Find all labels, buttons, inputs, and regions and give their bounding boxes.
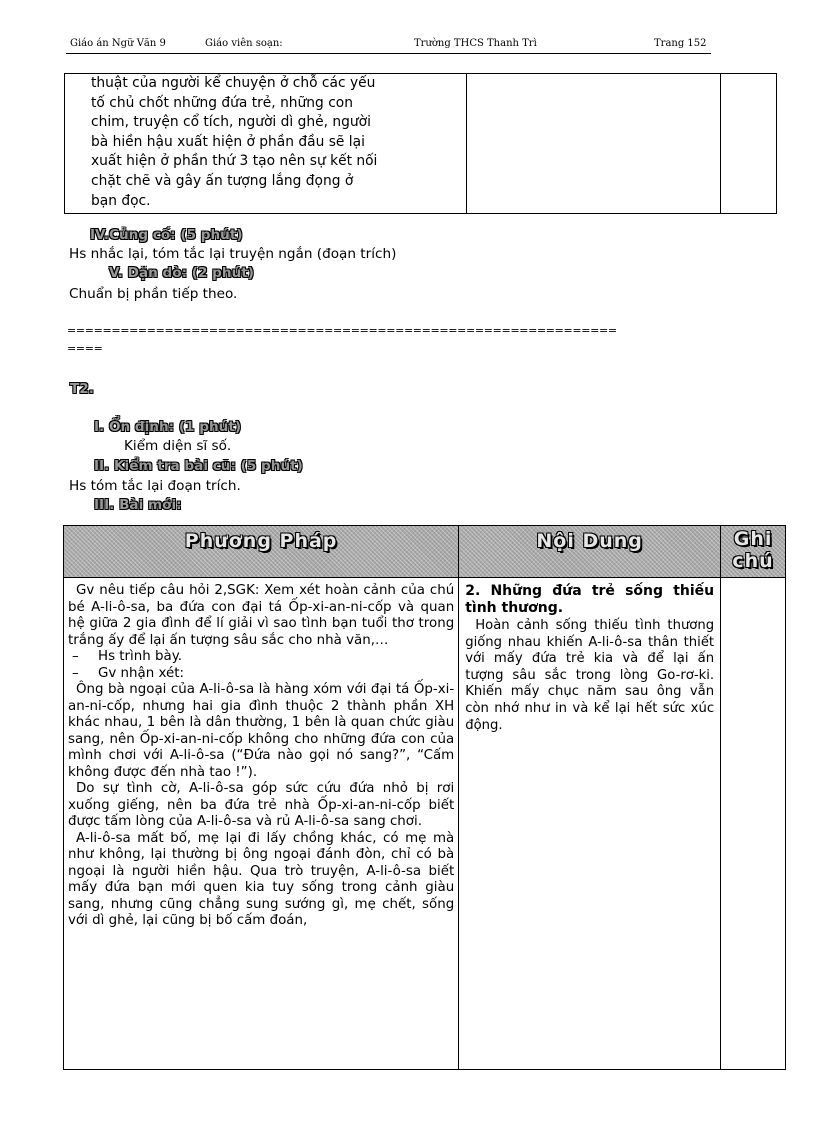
method-text (68, 583, 454, 930)
header-subject: Giáo án Ngữ Văn 9 (70, 38, 166, 49)
method-student: –Hs trình bày. (68, 649, 454, 666)
content-cell (459, 578, 721, 1070)
t2-section-ii-heading: II. Kiểm tra bài cũ: (5 phút) (94, 458, 303, 474)
method-cell (64, 578, 459, 1070)
note-cell (721, 578, 786, 1070)
header-note-line-1: Ghi (733, 528, 773, 550)
content-heading-text: Những đứa trẻ sống thiếu tình thương. (465, 583, 715, 616)
content-heading (465, 583, 714, 617)
header-teacher: Giáo viên soạn: (205, 38, 283, 49)
header-method: Phương Pháp (64, 526, 459, 578)
top-table-method-cell (65, 74, 467, 214)
header-note (721, 526, 786, 578)
t2-title: T2. (70, 381, 94, 397)
top-table-note-cell (720, 74, 776, 214)
method-paragraph-1: Ông bà ngoại của A-li-ô-sa là hàng xóm với đại tá Ốp-xi-an-ni-cốp, nhưng hai gia đình thuộc 2 thành phần XH khác nhau, 1 bên là dân thường, 1 bên là quan chức giàu sang, nên Ốp-xi-an-ni-cốp không cho những đứa con của mình chơi với A-li-ô-sa (“Đứa nào gọi nó sang?”, “Cấm không được đến nhà tao !”). (68, 682, 455, 780)
content-heading-number: 2. (465, 583, 481, 599)
t2-section-iii-heading: III. Bài mới: (94, 497, 182, 513)
content-body: Hoàn cảnh sống thiếu tình thương giống nhau khiến A-li-ô-sa thân thiết với mấy đứa trẻ kia và để lại ấn tượng sâu sắc trong lòng Go-rơ-ki. Khiến mấy chục năm sau ông vẫn còn nhớ như in và kể lại hết sức xúc động. (465, 618, 715, 733)
t2-section-i-text: Kiểm diện sĩ số. (124, 438, 232, 454)
method-teacher: –Gv nhận xét: (68, 666, 454, 683)
method-question: Gv nêu tiếp câu hỏi 2,SGK: Xem xét hoàn cảnh của chú bé A-li-ô-sa, ba đứa con đại tá Ốp-xi-an-ni-cốp và quan hệ giữa 2 gia đình để lí giải vì sao tình bạn tuổi thơ trong trắng ấy để lại ấn tượng sâu sắc cho nhà văn,… (68, 583, 455, 648)
header-page-number: Trang 152 (654, 38, 707, 49)
section-v-heading: V. Dặn dò: (2 phút) (109, 265, 254, 281)
top-table-content-cell (466, 74, 720, 214)
section-iv-text: Hs nhắc lại, tóm tắc lại truyện ngắn (đoạn trích) (69, 246, 397, 262)
separator-line-2: ==== (67, 342, 103, 355)
t2-section-i-heading: I. Ổn định: (1 phút) (94, 419, 242, 435)
top-table-text: thuật của người kể chuyện ở chỗ các yếu tố chủ chốt những đứa trẻ, những con chim, truyện cổ tích, người dì ghẻ, người bà hiền hậu xuất hiện ở phần đầu sẽ lại xuất hiện ở phần thứ 3 tạo nên sự kết nối chặt chẽ và gây ấn tượng lắng đọng ở bạn đọc. (91, 75, 378, 209)
header-content: Nội Dung (459, 526, 721, 578)
separator-line-1: ============================================================== (67, 324, 617, 337)
t2-section-ii-text: Hs tóm tắc lại đoạn trích. (69, 478, 241, 494)
header-rule (66, 53, 711, 54)
main-table (63, 525, 786, 1070)
method-paragraph-2: Do sự tình cờ, A-li-ô-sa góp sức cứu đứa nhỏ bị rơi xuống giếng, nên ba đứa trẻ nhà Ốp-xi-an-ni-cốp biết được tấm lòng của A-li-ô-sa và rủ A-li-ô-sa sang chơi. (68, 781, 455, 829)
header-school: Trường THCS Thanh Trì (414, 38, 537, 49)
header-note-line-2: chú (732, 550, 774, 572)
method-paragraph-3: A-li-ô-sa mất bố, mẹ lại đi lấy chồng khác, có mẹ mà như không, lại thường bị ông ngoại đánh đòn, chỉ có bà ngoại là người hiền hậu. Qua trò truyện, A-li-ô-sa biết mấy đứa bạn mới quen kia tuy sống trong cảnh giàu sang, nhưng cũng chẳng sung sướng gì, mẹ chết, sống với dì ghẻ, lại cũng bị bố cấm đoán, (68, 830, 455, 928)
top-table (64, 73, 777, 214)
section-v-text: Chuẩn bị phần tiếp theo. (69, 286, 238, 302)
section-iv-heading: IV.Củng cố: (5 phút) (90, 227, 243, 243)
